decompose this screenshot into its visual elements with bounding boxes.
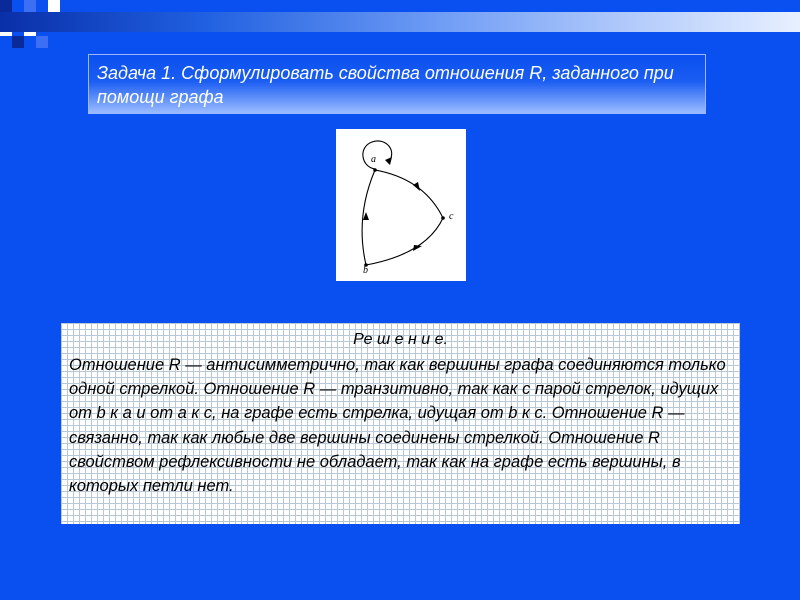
- header-gradient-bar: [0, 12, 800, 32]
- arrow-loop: [385, 157, 392, 165]
- loop-edge-a: [363, 141, 392, 169]
- graph-svg: [336, 129, 466, 281]
- vertex-b-label: b: [363, 265, 368, 276]
- vertex-a: [373, 168, 377, 172]
- vertex-c-label: c: [449, 211, 454, 222]
- arrow-a-c: [413, 182, 420, 191]
- vertex-a-label: a: [371, 154, 376, 165]
- task-text: Задача 1. Сформулировать свойства отношения R, заданного при помощи графа: [97, 63, 674, 107]
- edge-c-b: [366, 218, 443, 265]
- solution-title: Ре ш е н и е.: [353, 331, 448, 348]
- vertex-c: [441, 216, 445, 220]
- task-box: [88, 54, 706, 114]
- edge-a-c: [375, 170, 443, 218]
- arrow-c-b: [413, 245, 422, 251]
- solution-box: [61, 323, 740, 524]
- arrow-b-a: [363, 212, 369, 220]
- solution-text: Отношение R — антисимметрично, так как вершины графа соединяются только одной стрелкой. Отношение R — транзитивно, так как с парой стрелок, идущих от b к a и от a к c, на графе есть стрелка, идущая от b к c. Отношение R — связанно, так как любые две вершины соединены стрелкой. Отношение R свойством рефлексивности не обладает, так как на графе есть вершины, в которых петли нет.: [69, 356, 726, 496]
- graph-figure: [336, 129, 466, 281]
